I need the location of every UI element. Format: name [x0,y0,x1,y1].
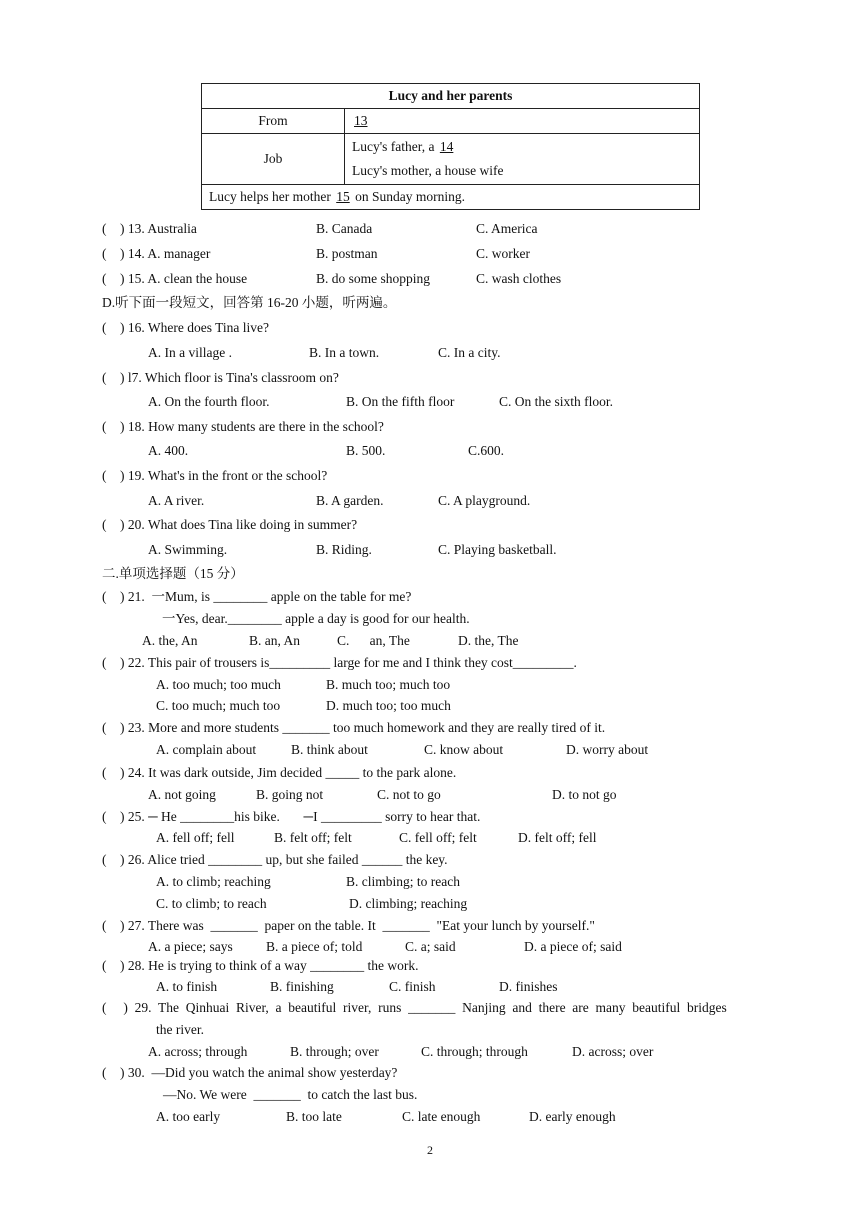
text-line: A. to climb; reaching [156,874,271,889]
text-line: A. not going [148,787,216,802]
page-number: 2 [427,1143,433,1157]
text-line: C. an, The [337,633,410,648]
text-line: ( ) 21. 一Mum, is ________ apple on the table for me? [102,589,412,604]
text-line: A. On the fourth floor. [148,394,270,409]
text-line: ( ) l7. Which floor is Tina's classroom on? [102,370,339,385]
text-line: D. to not go [552,787,617,802]
text-line: A. Swimming. [148,542,228,557]
text-line: B. think about [291,742,368,757]
text-line: ( ) 18. How many students are there in the school? [102,419,384,434]
text-line: C. In a city. [438,345,501,360]
text-line: B. an, An [249,633,301,648]
text-line: C. not to go [377,787,441,802]
text-line: B. do some shopping [316,271,431,286]
text-line: C. Playing basketball. [438,542,557,557]
text-line: ( ) 23. More and more students _______ too much homework and they are really tired of it. [102,720,606,735]
text-line: C. through; through [421,1044,528,1059]
blank-15: 15 [336,189,350,204]
text-line: B. much too; much too [326,677,451,692]
text-line: B. going not [256,787,324,802]
text-line: ( ) 20. What does Tina like doing in summer? [102,517,358,532]
text-line: ( ) 14. A. manager [102,246,211,261]
text-line: D. across; over [572,1044,654,1059]
text-line: D. climbing; reaching [349,896,468,911]
info-table [201,83,700,210]
text-line: C. A playground. [438,493,531,508]
text-line: ( ) 13. Australia [102,221,197,236]
text-line: C. too much; much too [156,698,281,713]
text-line: B. postman [316,246,378,261]
text-line: D.听下面一段短文，回答第 16-20 小题，听两遍。 [102,295,397,310]
text-line: D. finishes [499,979,558,994]
text-line: A. 400. [148,443,189,458]
text-line: B. through; over [290,1044,379,1059]
text-line: B. felt off; felt [274,830,352,845]
text-line: C. America [476,221,538,236]
text-line: B. finishing [270,979,334,994]
text-line: A. too much; too much [156,677,281,692]
job-cell [345,134,700,185]
text-line: ( ) 25. ─ He ________his bike. ─I _________ sorry to hear that. [102,809,481,824]
text-line: A. A river. [148,493,205,508]
text-line: B. climbing; to reach [346,874,460,889]
text-line: D. the, The [458,633,519,648]
text-line: 二.单项选择题（15 分） [102,566,244,581]
text-line: A. to finish [156,979,218,994]
text-line: C. fell off; felt [399,830,477,845]
text-line: B. In a town. [309,345,380,360]
text-line: ( ) 27. There was _______ paper on the table. It _______ "Eat your lunch by yourself." [102,918,595,933]
job-father: Lucy's father, a 14 [352,139,454,154]
text-line: B. a piece of; told [266,939,363,954]
text-line: D. much too; too much [326,698,451,713]
from-label: From [202,109,345,134]
text-line: A. fell off; fell [156,830,235,845]
text-line: C.600. [468,443,505,458]
text-line: C. know about [424,742,504,757]
blank-13: 13 [354,113,368,128]
text-line: B. On the fifth floor [346,394,455,409]
text-line: D. felt off; fell [518,830,597,845]
text-line: B. 500. [346,443,386,458]
blank-14: 14 [439,139,454,154]
text-line: C. to climb; to reach [156,896,267,911]
text-line: B. Canada [316,221,373,236]
job-mother: Lucy's mother, a house wife [352,163,504,178]
text-line: B. too late [286,1109,342,1124]
job-label: Job [202,134,345,185]
text-line: B. Riding. [316,542,372,557]
text-line: C. wash clothes [476,271,562,286]
text-line: 一Yes, dear.________ apple a day is good for our health. [162,611,470,626]
text-line: ( ) 26. Alice tried ________ up, but she failed ______ the key. [102,852,448,867]
text-line: C. a; said [405,939,456,954]
text-line: D. worry about [566,742,649,757]
text-line: A. the, An [142,633,198,648]
text-line: ( ) 30. —Did you watch the animal show yesterday? [102,1065,398,1080]
text-line: C. finish [389,979,436,994]
text-line: A. too early [156,1109,221,1124]
text-line: D. a piece of; said [524,939,622,954]
text-line: C. On the sixth floor. [499,394,613,409]
table-title: Lucy and her parents [202,84,700,109]
text-line: the river. [156,1022,204,1037]
from-cell [345,109,700,134]
text-line: C. worker [476,246,530,261]
text-line: ( ) 19. What's in the front or the school? [102,468,328,483]
text-line: ( ) 24. It was dark outside, Jim decided _____ to the park alone. [102,765,457,780]
text-line: ( ) 15. A. clean the house [102,271,248,286]
text-line: A. across; through [148,1044,248,1059]
text-line: ( ) 22. This pair of trousers is_________ large for me and I think they cost_________. [102,655,577,670]
text-line: ( ) 29. The Qinhuai River, a beautiful river, runs _______ Nanjing and there are many beautiful bridges [102,1000,727,1015]
text-line: A. complain about [156,742,257,757]
text-line: B. A garden. [316,493,384,508]
text-line: A. In a village . [148,345,232,360]
text-line: ( ) 28. He is trying to think of a way ________ the work. [102,958,419,973]
text-line: D. early enough [529,1109,616,1124]
helps-row: Lucy helps her mother 15 on Sunday morning. [202,185,700,210]
text-line: C. late enough [402,1109,481,1124]
text-line: —No. We were _______ to catch the last bus. [163,1087,418,1102]
text-line: A. a piece; says [148,939,233,954]
text-line: ( ) 16. Where does Tina live? [102,320,269,335]
